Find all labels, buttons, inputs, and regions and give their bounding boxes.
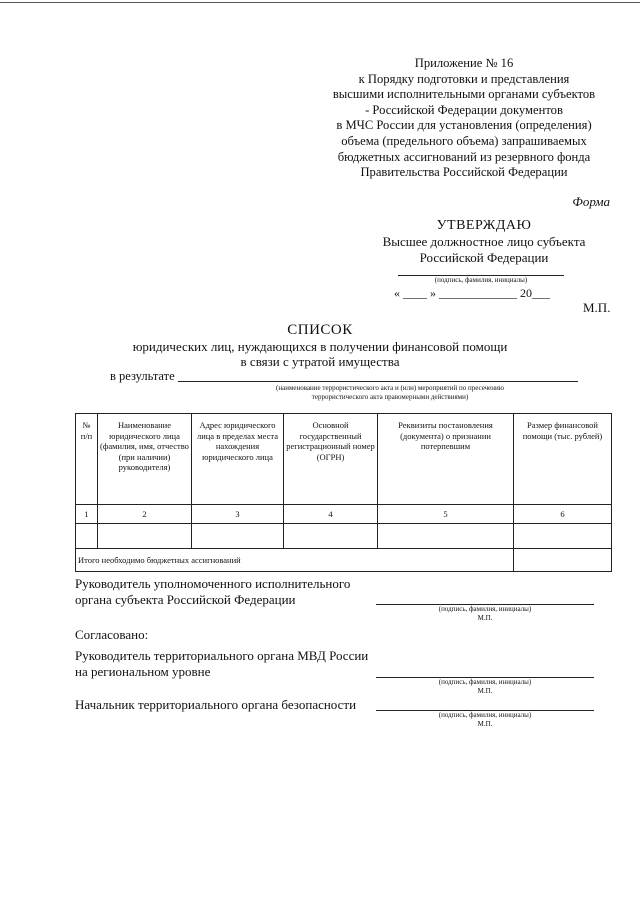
mvd-signature-hint [376, 678, 594, 696]
appendix-block [318, 56, 610, 181]
page-top-edge [0, 2, 640, 3]
signature-hint-text: (подпись, фамилия, инициалы) [438, 711, 532, 719]
approval-seal: М.П. [583, 300, 611, 315]
header-ogrn: Основной государственный регистрационный номер (ОГРН) [284, 414, 378, 505]
approval-date-line: « ____ » _____________ 20___ [394, 286, 550, 300]
header-address: Адрес юридического лица в пределах места нахождения юридического лица [192, 414, 284, 505]
legal-entities-table [75, 413, 612, 572]
signature-hint-text: (подпись, фамилия, инициалы) [438, 605, 532, 613]
table-cell [284, 524, 378, 549]
appendix-line: объема (предельного объема) запрашиваемых [341, 133, 587, 148]
document-subtitle: юридических лиц, нуждающихся в получении финансовой помощи [132, 338, 508, 354]
column-number: 6 [514, 505, 612, 524]
column-number-row [76, 505, 612, 524]
table-cell [76, 524, 98, 549]
appendix-line: - Российской Федерации документов [365, 102, 563, 117]
head-signature-hint [376, 605, 594, 623]
approval-signature-hint: (подпись, фамилия, инициалы) [434, 276, 528, 284]
document-subtitle: в связи с утратой имущества [240, 354, 400, 369]
appendix-line: Правительства Российской Федерации [360, 165, 568, 180]
security-signatory: Начальник территориального органа безопасности [75, 697, 357, 712]
column-number: 2 [98, 505, 192, 524]
seal-text: М.П. [477, 614, 493, 622]
table-cell [98, 524, 192, 549]
head-signatory [75, 576, 375, 608]
total-spacer [284, 549, 514, 572]
column-number: 4 [284, 505, 378, 524]
document-title-block [100, 323, 540, 370]
table-row [76, 524, 612, 549]
total-label: Итого необходимо бюджетных ассигнований [76, 549, 284, 572]
appendix-line: в МЧС России для установления (определения) [336, 118, 592, 133]
result-hint-line: (наименование террористического акта и (или) мероприятий по пресечению [276, 384, 504, 392]
mvd-signatory-line: на региональном уровне [75, 664, 211, 679]
seal-text: М.П. [477, 687, 493, 695]
seal-text: М.П. [477, 720, 493, 728]
total-value [514, 549, 612, 572]
mvd-signatory [75, 648, 385, 680]
mvd-signatory-line: Руководитель территориального органа МВД России [75, 648, 369, 663]
appendix-line: высшими исполнительными органами субъектов [332, 87, 596, 102]
header-number: № п/п [76, 414, 98, 505]
head-signatory-line: Руководитель уполномоченного исполнительного [75, 576, 351, 591]
approval-position: Высшее должностное лицо субъекта [382, 234, 586, 249]
table-cell [192, 524, 284, 549]
agreed-label: Согласовано: [75, 627, 149, 642]
table-total-row [76, 549, 612, 572]
approval-position: Российской Федерации [419, 250, 549, 265]
appendix-line: бюджетных ассигнований из резервного фонда [337, 149, 591, 164]
appendix-line: к Порядку подготовки и представления [358, 71, 570, 86]
form-label: Форма [572, 194, 610, 209]
result-label: в результате [110, 369, 175, 383]
table-header-row [76, 414, 612, 505]
column-number: 1 [76, 505, 98, 524]
security-signature-hint [376, 711, 594, 729]
approval-block [368, 218, 600, 266]
column-number: 3 [192, 505, 284, 524]
table-cell [514, 524, 612, 549]
approval-title: УТВЕРЖДАЮ [436, 218, 532, 233]
column-number: 5 [378, 505, 514, 524]
signature-hint-text: (подпись, фамилия, инициалы) [438, 678, 532, 686]
result-hint-line: террористического акта правомерными действиями) [311, 393, 469, 401]
head-signatory-line: органа субъекта Российской Федерации [75, 592, 296, 607]
header-entity-name: Наименование юридического лица (фамилия, имя, отчество (при наличии) руководителя) [98, 414, 192, 505]
header-resolution: Реквизиты постановления (документа) о признании потерпевшим [378, 414, 514, 505]
result-hint [200, 384, 580, 402]
table-cell [378, 524, 514, 549]
result-fill-line [178, 381, 578, 382]
document-title: СПИСОК [287, 322, 353, 338]
header-aid-amount: Размер финансовой помощи (тыс. рублей) [514, 414, 612, 505]
appendix-line: Приложение № 16 [414, 56, 514, 70]
